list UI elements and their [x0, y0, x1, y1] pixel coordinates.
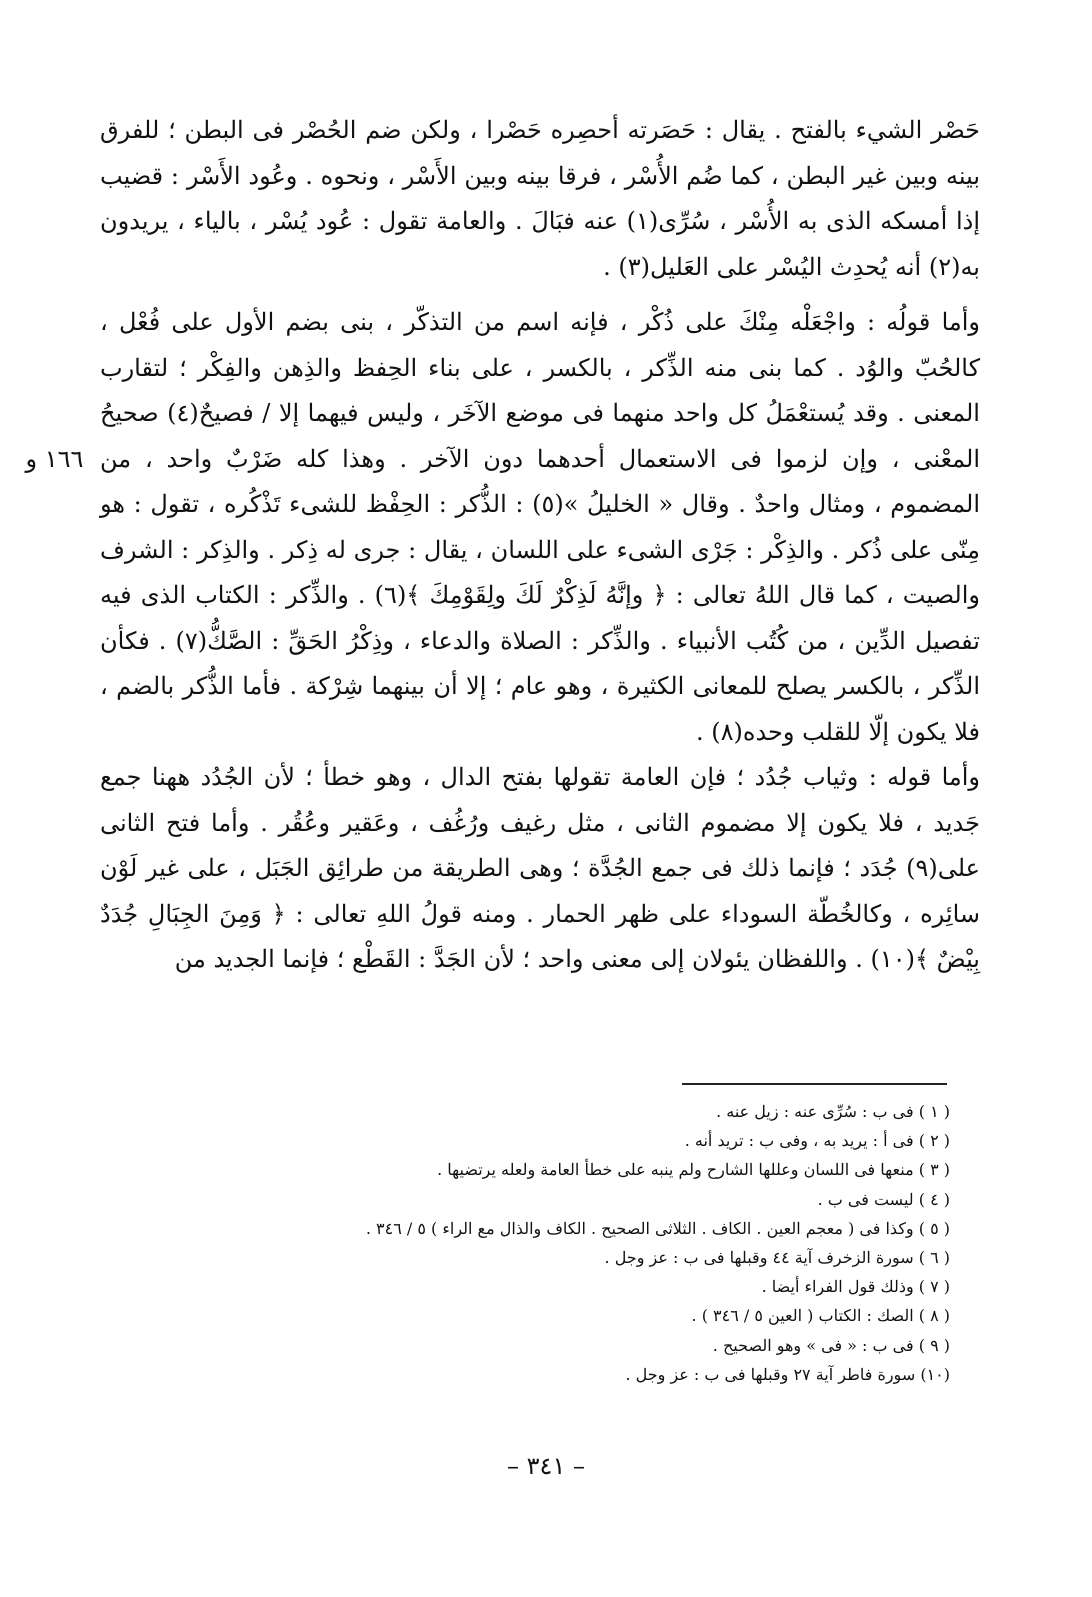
footnote: ( ٥ ) وكذا فى ( معجم العين . الكاف . الثلاثى الصحيح . الكاف والذال مع الراء ) ٥ / ٣٤٦ .: [365, 1218, 950, 1238]
footnote: ( ١ ) فى ب : سُرِّى عنه : زيل عنه .: [716, 1102, 950, 1121]
footnote-divider: [682, 1083, 947, 1085]
footnote: ( ٨ ) الصك : الكتاب ( العين ٥ / ٣٤٦ ) .: [691, 1306, 950, 1326]
footnote: ( ٦ ) سورة الزخرف آية ٤٤ وقبلها فى ب : عز وجل .: [604, 1248, 950, 1268]
footnote: (١٠) سورة فاطر آية ٢٧ وقبلها فى ب : عز وجل .: [625, 1364, 950, 1384]
paragraph: وأما قولُه : واجْعَلْه مِنْكَ على ذُكْر ، فإنه اسم من التذكّر ، بنى بضم الأول على فُعْل ، كالحُبّ والوُد . كما بنى منه الذِّكر ، بالكسر ، على بناء الحِفظ والذِهن والفِكْر ؛ لتقارب المعنى . وقد يُستعْمَلُ كل واحد منهما فى موضع الآخَر ، وليس فيهما إلا / فصيحٌ(٤) صحيحُ المعْنى ، وإن لزموا فى الاستعمال أحدهما دون الآخر . وهذا كله ضَرْبٌ واحد ، من المضموم ، ومثال واحدٌ . وقال « الخليلُ »(٥) : الذُّكر : الحِفْظ للشىء تَذْكُره ، تقول : هو مِنّى على ذُكر . والذِكْر : جَرْى الشىء على اللسان ، يقال : جرى له ذِكر . والذِكر : الشرف والصيت ، كما قال اللهُ تعالى : ﴿ وإنَّهُ لَذِكْرٌ لَكَ ولِقَوْمِكَ ﴾(٦) . والذِّكر : الكتاب الذى فيه تفصيل الدِّين ، من كُتُب الأنبياء . والذِّكر : الصلاة والدعاء ، وذِكْرُ الحَقِّ : الصَّكُّ(٧) . فكأن الذِّكر ، بالكسر يصلح للمعانى الكثيرة ، وهو عام ؛ إلا أن بينهما شِرْكة . فأما الذُّكر بالضم ، فلا يكون إلّا للقلب وحده(٨) .: [100, 308, 981, 746]
main-text: [100, 108, 980, 983]
page-number: – ٣٤١ –: [507, 1452, 585, 1480]
footnotes: [150, 1097, 950, 1389]
footnote: ( ٩ ) فى ب : « فى » وهو الصحيح .: [712, 1335, 950, 1355]
footnote: ( ٤ ) ليست فى ب .: [817, 1189, 950, 1209]
paragraph: وأما قوله : وثياب جُدُد ؛ فإن العامة تقولها بفتح الدال ، وهو خطأ ؛ لأن الجُدُد ههنا جمع جَديد ، فلا يكون إلا مضموم الثانى ، مثل رغيف ورُغُف ، وعَقير وعُقُر . وأما فتح الثانى على(٩) جُدَد ؛ فإنما ذلك فى جمع الجُدَّة ؛ وهى الطريقة من طرائِق الجَبَل ، على غير لَوْن سائِره ، وكالخُطّة السوداء على ظهر الحمار . ومنه قولُ اللهِ تعالى : ﴿ وَمِنَ الجِبَالِ جُدَدٌ بِيْضٌ ﴾(١٠) . واللفظان يئولان إلى معنى واحد ؛ لأن الجَدَّ : القَطْع ؛ فإنما الجديد من: [100, 763, 980, 973]
footnote: ( ٧ ) وذلك قول الفراء أيضا .: [761, 1277, 950, 1297]
paragraph: حَصْر الشيء بالفتح . يقال : حَصَرته أحصِره حَصْرا ، ولكن ضم الحُصْر فى البطن ؛ للفرق بينه وبين غير البطن ، كما ضُم الأُسْر ، فرقا بينه وبين الأَسْر ، ونحوه . وعُود الأَسْر : قضيب إذا أمسكه الذى به الأُسْر ، سُرِّى(١) عنه فبَالَ . والعامة تقول : عُود يُسْر ، بالياء ، يريدون به(٢) أنه يُحدِث اليُسْر على العَليل(٣) .: [100, 116, 981, 281]
footnote: ( ٣ ) منعها فى اللسان وعللها الشارح ولم ينبه على خطأ العامة ولعله يرتضيها .: [437, 1160, 950, 1180]
folio-margin-note: ١٦٦ و: [25, 445, 84, 473]
footnote: ( ٢ ) فى أ : يريد به ، وفى ب : تريد أنه .: [684, 1131, 950, 1151]
